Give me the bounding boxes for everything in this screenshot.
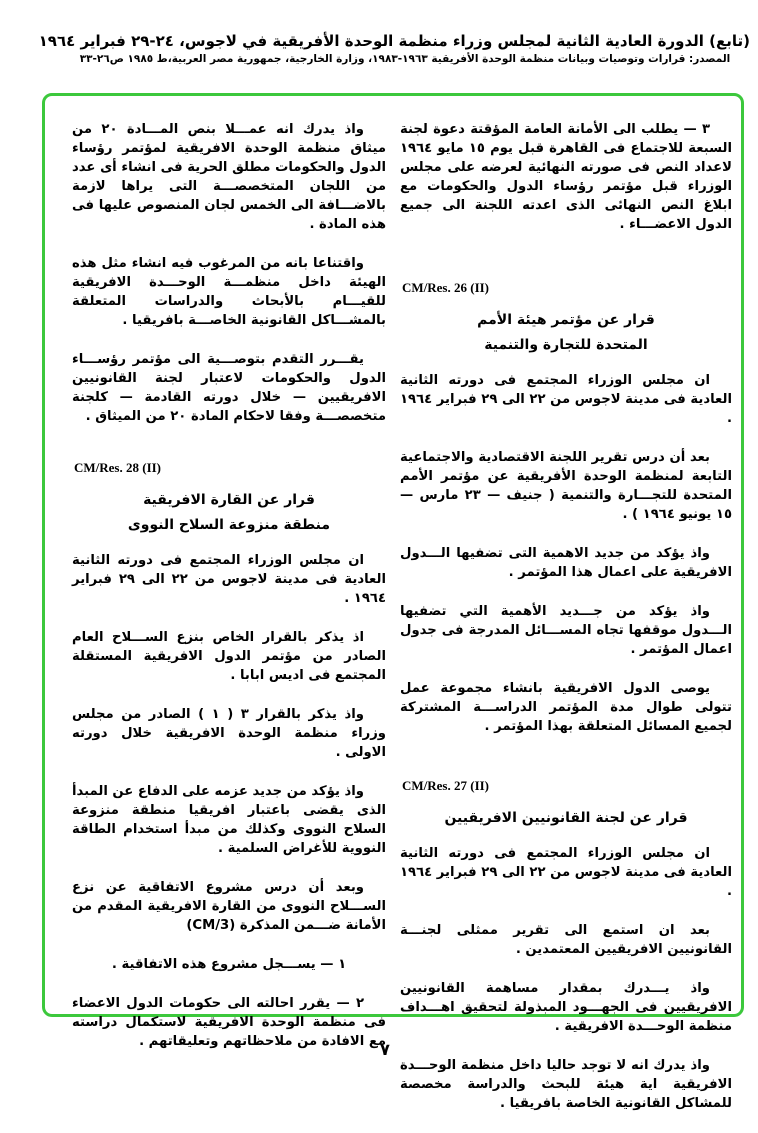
paragraph: بعد ان استمع الى تقرير ممثلى لجنـــة القانونيين الافريقيين المعتمدين . [400,923,732,957]
paragraph: اذ يذكر بالقرار الخاص بنزع الســـلاح العام الصادر من مؤتمر الدول الافريقية المستقلة المجتمع فى اديس ابابا . [72,630,386,683]
paragraph: واقتناعا بانه من المرغوب فيه انشاء مثل هذه الهيئة داخل منظمـــة الوحـــدة الافريقية للقيـــام بالأبحاث والدراسات المتعلقة بالمشـــاكل القانونية الخاصـــة بافريقيا . [72,256,386,328]
resolution-title: المتحدة للتجارة والتنمية [484,337,648,353]
paragraph: ٢ — يقرر احالته الى حكومات الدول الاعضاء فى منظمة الوحدة الافريقية لاستكمال دراسته مع الافادة من ملاحظاتهم وتعليقاتهم . [72,996,386,1049]
paragraph: واذ يذكر بالقرار ٣ ( ١ ) الصادر من مجلس وزراء منظمة الوحدة الافريقية خلال دورته الاولى . [72,707,386,760]
paragraph: بعد أن درس تقرير اللجنة الاقتصادية والاجتماعية التابعة لمنظمة الوحدة الأفريقية عن مؤتمر الأمم المتحدة للتجـــارة والتنمية ( جنيف — ٢٣ مارس — ١٥ يونيو ١٩٦٤ ) . [400,450,733,522]
paragraph: ان مجلس الوزراء المجتمع فى دورته الثانية العادية فى مدينة لاجوس من ٢٢ الى ٢٩ فبراير ١٩٦٤ . [72,553,386,606]
paragraph: وبعد أن درس مشروع الاتفاقية عن نزع الســـلاح النووى من القارة الافريقية المقدم من الأمانة ضـــمن المذكرة (CM/3) [72,880,386,933]
paragraph: ان مجلس الوزراء المجتمع فى دورته الثانية العادية فى مدينة لاجوس من ٢٢ الى ٢٩ فبراير ١٩٦٤ . [400,373,732,426]
paragraph: واذ يدرك انه لا توجد حاليا داخل منظمة الوحـــدة الافريقية اية هيئة للبحث والدراسة مخصصة للمشاكل القانونية الخاصة بافريقيا . [400,1058,732,1111]
paragraph: واذ يـــدرك بمقدار مساهمة القانونيين الافريقيين فى الجهـــود المبذولة لتحقيق اهـــداف منظمة الوحـــدة الافريقية . [400,981,732,1034]
resolution-title: قرار عن القارة الافريقية [143,492,315,508]
paragraph: ١ — يســـجل مشروع هذه الاتفاقية . [111,957,347,972]
document-source: المصدر: قرارات وتوصيات وبيانات منظمة الوحدة الأفريقية ١٩٦٣-١٩٨٣، وزارة الخارجية، جمهورية مصر العربية،ط ١٩٨٥ ص٢٦-٣٣ [79,53,731,65]
paragraph: واذ يؤكد من جـــديد الأهمية التي تضفيها الـــدول موقفها تجاه المســـائل المدرجة فى جدول اعمال المؤتمر . [400,604,732,657]
right-column [400,120,732,1133]
resolution-reference: CM/Res. 26 (II) [402,280,490,295]
left-column [72,120,386,1071]
resolution-reference: CM/Res. 28 (II) [74,460,162,475]
paragraph: يوصى الدول الافريقية بانشاء مجموعة عمل تتولى طوال مدة المؤتمر الدراســـة المشتركة لجميع المسائل المتعلقة بهذا المؤتمر . [400,681,732,734]
paragraph: ان مجلس الوزراء المجتمع فى دورته الثانية العادية فى مدينة لاجوس من ٢٢ الى ٢٩ فبراير ١٩٦٤ . [400,846,732,899]
paragraph: واذ يدرك انه عمـــلا بنص المـــادة ٢٠ من ميثاق منظمة الوحدة الافريقية لمؤتمر رؤساء الدول والحكومات مطلق الحرية فى انشاء أى عدد من اللجان المتخصصـــة التى يراها لازمة بالاضـــافة الى الخمس لجان المنصوص عليها فى هذه المادة . [72,122,386,232]
paragraph: واذ يؤكد من جديد الاهمية التى تضفيها الـــدول الافريقية على اعمال هذا المؤتمر . [400,546,732,580]
resolution-title: قرار عن لجنة القانونيين الافريقيين [444,810,688,826]
paragraph: واذ يؤكد من جديد عزمه على الدفاع عن المبدأ الذى يقضى باعتبار افريقيا منطقة منزوعة السلاح النووى وكذلك من مبدأ استخدام الطاقة النووية للأغراض السلمية . [72,784,386,856]
resolution-title: منطقة منزوعة السلاح النووى [127,517,331,533]
resolution-reference: CM/Res. 27 (II) [402,778,490,793]
paragraph: يقـــرر التقدم بتوصـــية الى مؤتمر رؤســـاء الدول والحكومات لاعتبار لجنة القانونيين الافريقيين — خلال دورته القادمة — كلجنة متخصصـــة وفقا لاحكام المادة ٢٠ من الميثاق . [72,352,386,424]
document-title: (تابع) الدورة العادية الثانية لمجلس وزراء منظمة الوحدة الأفريقية في لاجوس، ٢٤-٢٩ فبراير ١٩٦٤ [38,32,750,50]
page-number: ٧ [380,1040,390,1059]
paragraph: ٣ — يطلب الى الأمانة العامة المؤقتة دعوة لجنة السبعة للاجتماع فى القاهرة قبل يوم ١٥ مايو ١٩٦٤ لاعداد النص فى صورته النهائية لعرضه على مجلس الوزراء قبل مؤتمر رؤساء الدول والحكومات مع ابلاغ النص النهائى الذى اعدته اللجنة الى جميع الدول الاعضـــاء . [400,122,732,232]
resolution-title: قرار عن مؤتمر هيئة الأمم [477,312,655,328]
